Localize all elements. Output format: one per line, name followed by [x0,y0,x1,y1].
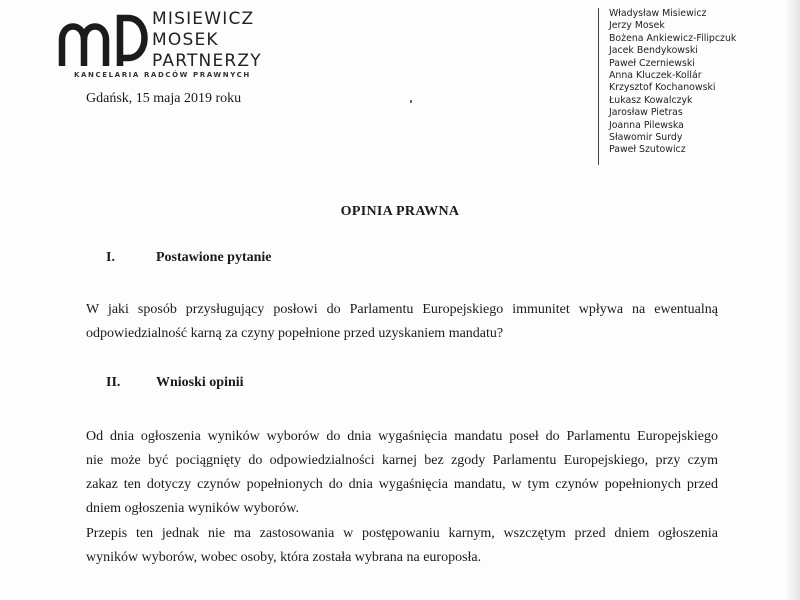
section-2-paragraph-1 [86,425,718,521]
section-2-number: II. [106,375,121,390]
partner-name: Paweł Czerniewski [609,57,695,69]
firm-tagline: KANCELARIA RADCÓW PRAWNYCH [74,71,251,79]
paragraph-line: odpowiedzialność karną za czyny popełnione przed uzyskaniem mandatu? [86,326,504,341]
paragraph-line: zakaz ten dotyczy czynów popełnionych do dnia wygaśnięcia mandatu, w tym czynów popełnionych przed [86,477,718,492]
firm-name-line-3: PARTNERZY [152,51,262,71]
section-2-paragraph-2 [86,522,718,570]
partner-name: Paweł Szutowicz [609,144,686,156]
partner-name: Łukasz Kowalczyk [609,94,693,106]
page-edge-shadow [786,0,800,600]
partner-name: Sławomir Surdy [609,132,683,144]
paragraph-line: wyników wyborów, wobec osoby, która została wybrana na europosła. [86,550,482,565]
paragraph-line: Od dnia ogłoszenia wyników wyborów do dnia wygaśnięcia mandatu poseł do Parlamentu Europejskiego [86,429,718,444]
firm-name-line-2: MOSEK [152,30,219,50]
partner-name: Joanna Pilewska [609,119,684,131]
paragraph-line: Przepis ten jednak nie ma zastosowania w postępowaniu karnym, wszczętym przed dniem ogłoszenia [86,526,718,541]
section-1-heading: Postawione pytanie [156,250,272,265]
section-1-number: I. [106,250,115,265]
partner-name: Jarosław Pietras [609,107,683,119]
section-2-heading: Wnioski opinii [156,375,244,390]
partner-name: Jacek Bendykowski [609,45,698,57]
firm-logo-icon [58,10,148,68]
partner-name: Bożena Ankiewicz-Filipczuk [609,32,737,44]
firm-name-line-1: MISIEWICZ [152,9,255,29]
partner-name: Jerzy Mosek [609,20,665,32]
section-1-paragraph [86,298,718,346]
paragraph-line: W jaki sposób przysługujący posłowi do Parlamentu Europejskiego immunitet wpływa na ewentualną [86,302,718,317]
partner-name: Krzysztof Kochanowski [609,82,716,94]
document-date: Gdańsk, 15 maja 2019 roku [86,91,242,106]
partners-list [598,8,736,165]
document-title: OPINIA PRAWNA [340,204,460,219]
scan-speck [410,100,412,103]
firm-name [152,9,262,72]
partner-name: Anna Kluczek-Kollár [609,70,702,82]
partner-name: Władysław Misiewicz [609,8,707,19]
paragraph-line: dniem ogłoszenia wyników wyborów. [86,501,299,516]
paragraph-line: nie może być pociągnięty do odpowiedzialności karnej bez zgody Parlamentu Europejskiego, przy czym [86,453,718,468]
